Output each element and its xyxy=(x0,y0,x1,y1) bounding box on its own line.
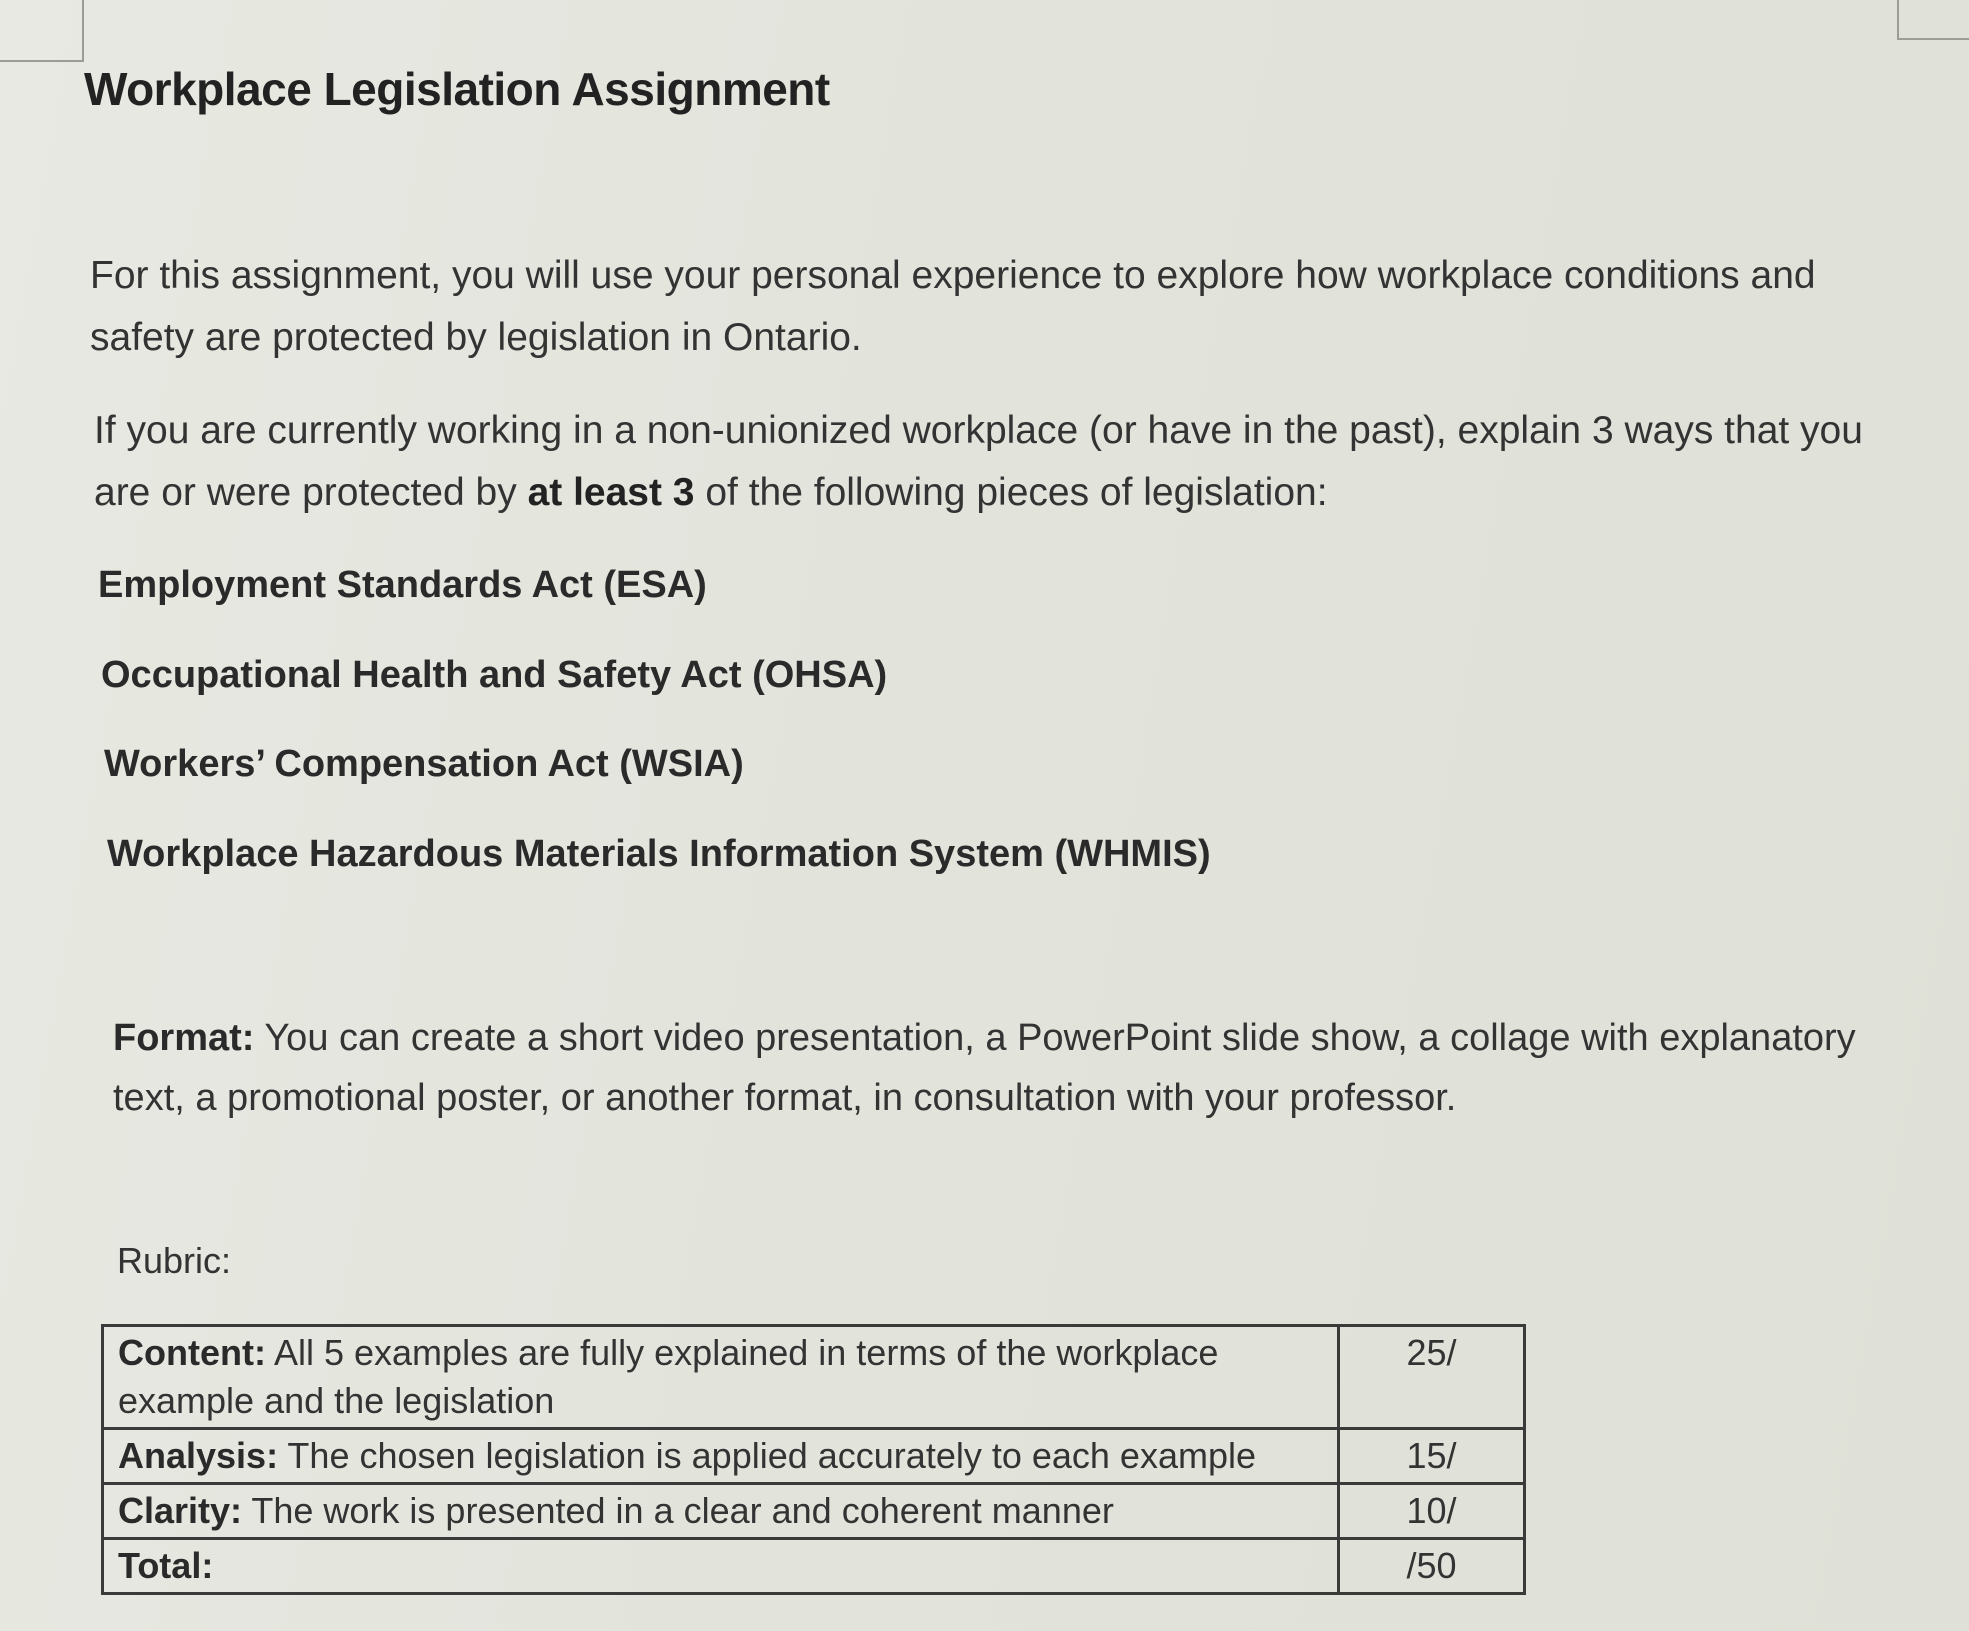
legislation-whmis: Workplace Hazardous Materials Information System (WHMIS) xyxy=(107,833,1211,875)
instruction-text-end: of the following pieces of legislation: xyxy=(694,471,1328,514)
criterion-text: All 5 examples are fully explained in terms of the workplace example and the legislation xyxy=(118,1332,1219,1421)
criterion-label: Clarity: xyxy=(118,1490,243,1531)
table-row xyxy=(103,1326,1525,1429)
legislation-esa: Employment Standards Act (ESA) xyxy=(98,564,707,606)
instruction-paragraph xyxy=(94,400,1914,524)
rubric-content-score: 25/ xyxy=(1339,1326,1525,1429)
criterion-text: The chosen legislation is applied accurately to each example xyxy=(278,1435,1257,1476)
rubric-analysis-score: 15/ xyxy=(1339,1429,1525,1484)
rubric-content-criterion xyxy=(103,1326,1339,1429)
rubric-label: Rubric: xyxy=(117,1240,232,1281)
page-title: Workplace Legislation Assignment xyxy=(84,63,830,115)
format-paragraph xyxy=(113,1008,1903,1128)
legislation-wsia: Workers’ Compensation Act (WSIA) xyxy=(104,743,744,785)
table-row xyxy=(103,1429,1525,1484)
criterion-label: Content: xyxy=(118,1332,266,1373)
format-text: You can create a short video presentation, a PowerPoint slide show, a collage with explanatory text, a promotional poster, or another format, in consultation with your professor. xyxy=(113,1017,1856,1119)
instruction-emphasis: at least 3 xyxy=(527,471,695,514)
format-label: Format: xyxy=(113,1017,255,1059)
criterion-label: Total: xyxy=(118,1545,214,1586)
instruction-text-start: If you are currently working in a non-unionized workplace (or have in the past), explain 3 ways that you are or were protected by xyxy=(94,409,1863,514)
rubric-table xyxy=(101,1324,1526,1595)
page-corner-mark-right xyxy=(1897,0,1969,40)
page-corner-mark-left xyxy=(0,0,84,62)
table-row xyxy=(103,1484,1525,1539)
rubric-total-score: /50 xyxy=(1339,1539,1525,1594)
criterion-text: The work is presented in a clear and coherent manner xyxy=(242,1490,1114,1531)
table-row xyxy=(103,1539,1525,1594)
rubric-clarity-criterion xyxy=(103,1484,1339,1539)
legislation-ohsa: Occupational Health and Safety Act (OHSA) xyxy=(101,654,888,696)
rubric-analysis-criterion xyxy=(103,1429,1339,1484)
intro-paragraph: For this assignment, you will use your personal experience to explore how workplace conditions and safety are protected by legislation in Ontario. xyxy=(90,254,1816,359)
criterion-label: Analysis: xyxy=(118,1435,279,1476)
rubric-clarity-score: 10/ xyxy=(1339,1484,1525,1539)
rubric-total-label-cell xyxy=(103,1539,1339,1594)
